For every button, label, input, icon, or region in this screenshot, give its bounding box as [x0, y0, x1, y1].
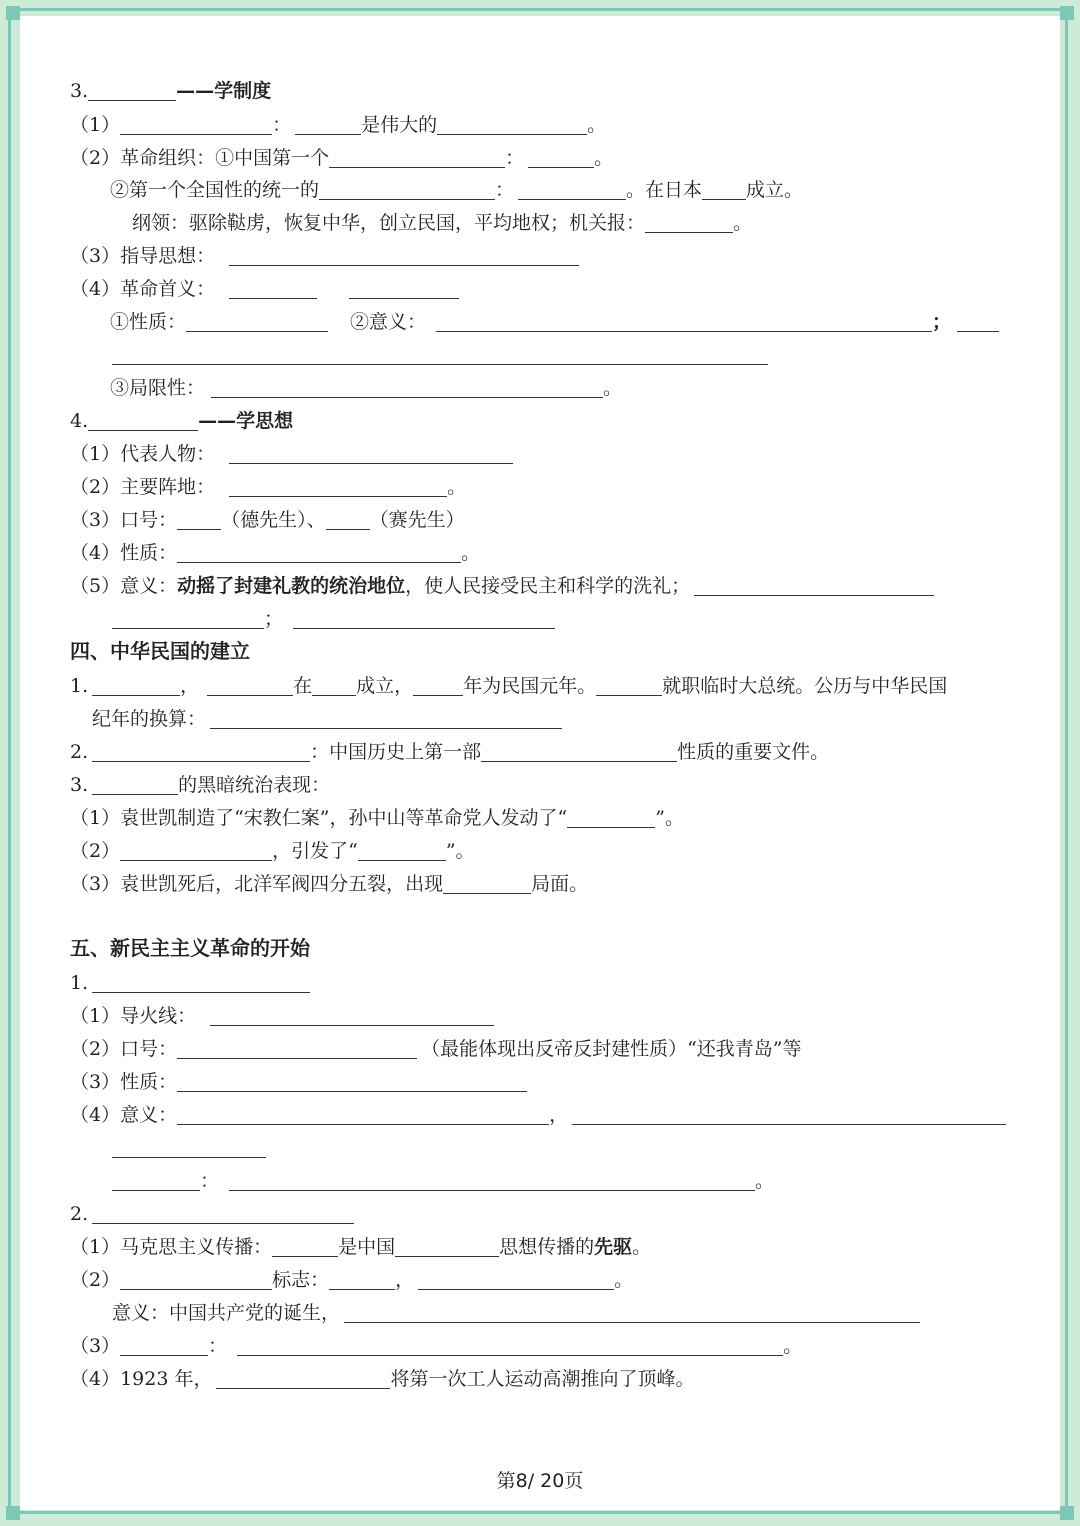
corner-ornament [1060, 1506, 1074, 1520]
blank[interactable] [229, 243, 579, 266]
s3-item-2: （2）革命组织：①中国第一个 ： 。 [70, 147, 614, 169]
blank[interactable] [694, 573, 934, 596]
sec4-line-2: 2. ：中国历史上第一部 性质的重要文件。 [70, 741, 830, 763]
blank[interactable] [88, 78, 176, 101]
corner-ornament [1060, 6, 1074, 20]
sec5-a4: （4）意义： ， [70, 1100, 1006, 1130]
blank[interactable] [567, 805, 655, 828]
s4-item-5: （5）意义：动摇了封建礼教的统治地位，使人民接受民主和科学的洗礼； [70, 571, 934, 601]
blank[interactable] [645, 210, 733, 233]
blank[interactable] [112, 1135, 266, 1158]
blank[interactable] [702, 177, 746, 200]
s3-item-4a-cont [112, 340, 768, 370]
sec5-b2-meaning: 意义：中国共产党的诞生， [112, 1298, 920, 1328]
blank[interactable] [596, 673, 662, 696]
sec5-b2: （2） 标志： ， 。 [70, 1269, 634, 1291]
blank[interactable] [572, 1102, 1006, 1125]
blank[interactable] [436, 309, 932, 332]
blank[interactable] [186, 309, 328, 332]
blank[interactable] [177, 540, 461, 563]
blank[interactable] [295, 112, 361, 135]
blank[interactable] [177, 1036, 417, 1059]
sec4-line-1: 1. ， 在 成立， 年为民国元年。 就职临时大总统。公历与中华民国 [70, 675, 948, 697]
blank[interactable] [358, 838, 446, 861]
sec5-a1: （1）导火线： [70, 1001, 494, 1031]
sec5-a2: （2）口号： （最能体现出反帝反封建性质）“还我青岛”等 [70, 1038, 802, 1060]
sec4-line-1b: 纪年的换算： [92, 704, 562, 734]
sec5-line-2: 2. [70, 1199, 354, 1229]
blank[interactable] [211, 375, 603, 398]
s4-item-4: （4）性质： 。 [70, 542, 481, 564]
blank[interactable] [229, 441, 513, 464]
blank[interactable] [120, 838, 272, 861]
blank[interactable] [92, 772, 178, 795]
section-heading-5: 五、新民主主义革命的开始 [70, 936, 310, 960]
s3-item-2b: ②第一个全国性的统一的 ： 。在日本 成立。 [110, 179, 804, 201]
s4-item-1: （1）代表人物： [70, 439, 513, 469]
s4-item-3: （3）口号： （德先生）、 （赛先生） [70, 509, 465, 531]
blank[interactable] [216, 1366, 390, 1389]
blank[interactable] [92, 739, 310, 762]
blank[interactable] [112, 342, 768, 365]
blank[interactable] [326, 507, 370, 530]
s3-item-3: （3）指导思想： [70, 241, 579, 271]
blank[interactable] [528, 145, 594, 168]
sec5-b3: （3） ： 。 [70, 1335, 803, 1357]
blank[interactable] [112, 606, 264, 629]
sec4-q3: （3）袁世凯死后，北洋军阀四分五裂，出现 局面。 [70, 873, 589, 895]
s4-item-2: （2）主要阵地： 。 [70, 476, 467, 498]
sec5-a3: （3）性质： [70, 1067, 527, 1097]
blank[interactable] [413, 673, 463, 696]
s3-item-1: （1） ： 是伟大的 。 [70, 114, 607, 136]
sec5-line-1: 1. [70, 968, 310, 998]
blank[interactable] [120, 1333, 208, 1356]
blank[interactable] [177, 507, 221, 530]
blank[interactable] [344, 1300, 920, 1323]
blank[interactable] [177, 1069, 527, 1092]
sec5-a4-cont2: ： 。 [112, 1166, 774, 1196]
blank[interactable] [229, 474, 447, 497]
blank[interactable] [92, 673, 180, 696]
s3-item-2c: 纲领：驱除鞑虏，恢复中华，创立民国，平均地权；机关报： 。 [132, 212, 753, 234]
sec4-q2: （2） ，引发了“ ”。 [70, 840, 475, 862]
sec5-a4-cont [112, 1133, 266, 1163]
blank[interactable] [207, 673, 293, 696]
s3-item-4c: ③局限性： 。 [110, 377, 623, 399]
blank[interactable] [229, 1168, 755, 1191]
corner-ornament [6, 6, 20, 20]
blank[interactable] [229, 276, 317, 299]
blank[interactable] [120, 112, 272, 135]
section-heading-4: 四、中华民国的建立 [70, 639, 250, 663]
sec4-line-3: 3. 的黑暗统治表现： [70, 774, 331, 796]
blank[interactable] [443, 871, 531, 894]
s4-title-line: 4. ——学思想 [70, 410, 294, 432]
sec5-b4: （4）1923 年， 将第一次工人运动高潮推向了顶峰。 [70, 1368, 695, 1390]
blank[interactable] [112, 1168, 200, 1191]
s3-title-line: 3. ——学制度 [70, 80, 272, 102]
blank[interactable] [272, 1234, 338, 1257]
sec5-b1: （1）马克思主义传播： 是中国 思想传播的先驱。 [70, 1236, 652, 1258]
blank[interactable] [210, 706, 562, 729]
blank[interactable] [329, 1267, 395, 1290]
blank[interactable] [293, 606, 555, 629]
blank[interactable] [177, 1102, 549, 1125]
page-number: 第8/ 20页 [496, 1470, 584, 1492]
sec4-q1: （1）袁世凯制造了“宋教仁案”，孙中山等革命党人发动了“ ”。 [70, 807, 684, 829]
blank[interactable] [395, 1234, 499, 1257]
s3-item-4a: ①性质： ②意义： ； [110, 307, 999, 337]
s3-item-4: （4）革命首义： [70, 274, 459, 304]
blank[interactable] [481, 739, 677, 762]
blank[interactable] [237, 1333, 783, 1356]
blank[interactable] [957, 309, 999, 332]
blank[interactable] [418, 1267, 614, 1290]
blank[interactable] [329, 145, 505, 168]
blank[interactable] [349, 276, 459, 299]
blank[interactable] [319, 177, 495, 200]
blank[interactable] [92, 970, 310, 993]
blank[interactable] [92, 1201, 354, 1224]
blank[interactable] [437, 112, 587, 135]
blank[interactable] [88, 408, 198, 431]
blank[interactable] [120, 1267, 272, 1290]
blank[interactable] [312, 673, 356, 696]
blank[interactable] [210, 1003, 494, 1026]
blank[interactable] [518, 177, 626, 200]
s4-item-5-cont: ； [112, 604, 555, 634]
corner-ornament [6, 1506, 20, 1520]
